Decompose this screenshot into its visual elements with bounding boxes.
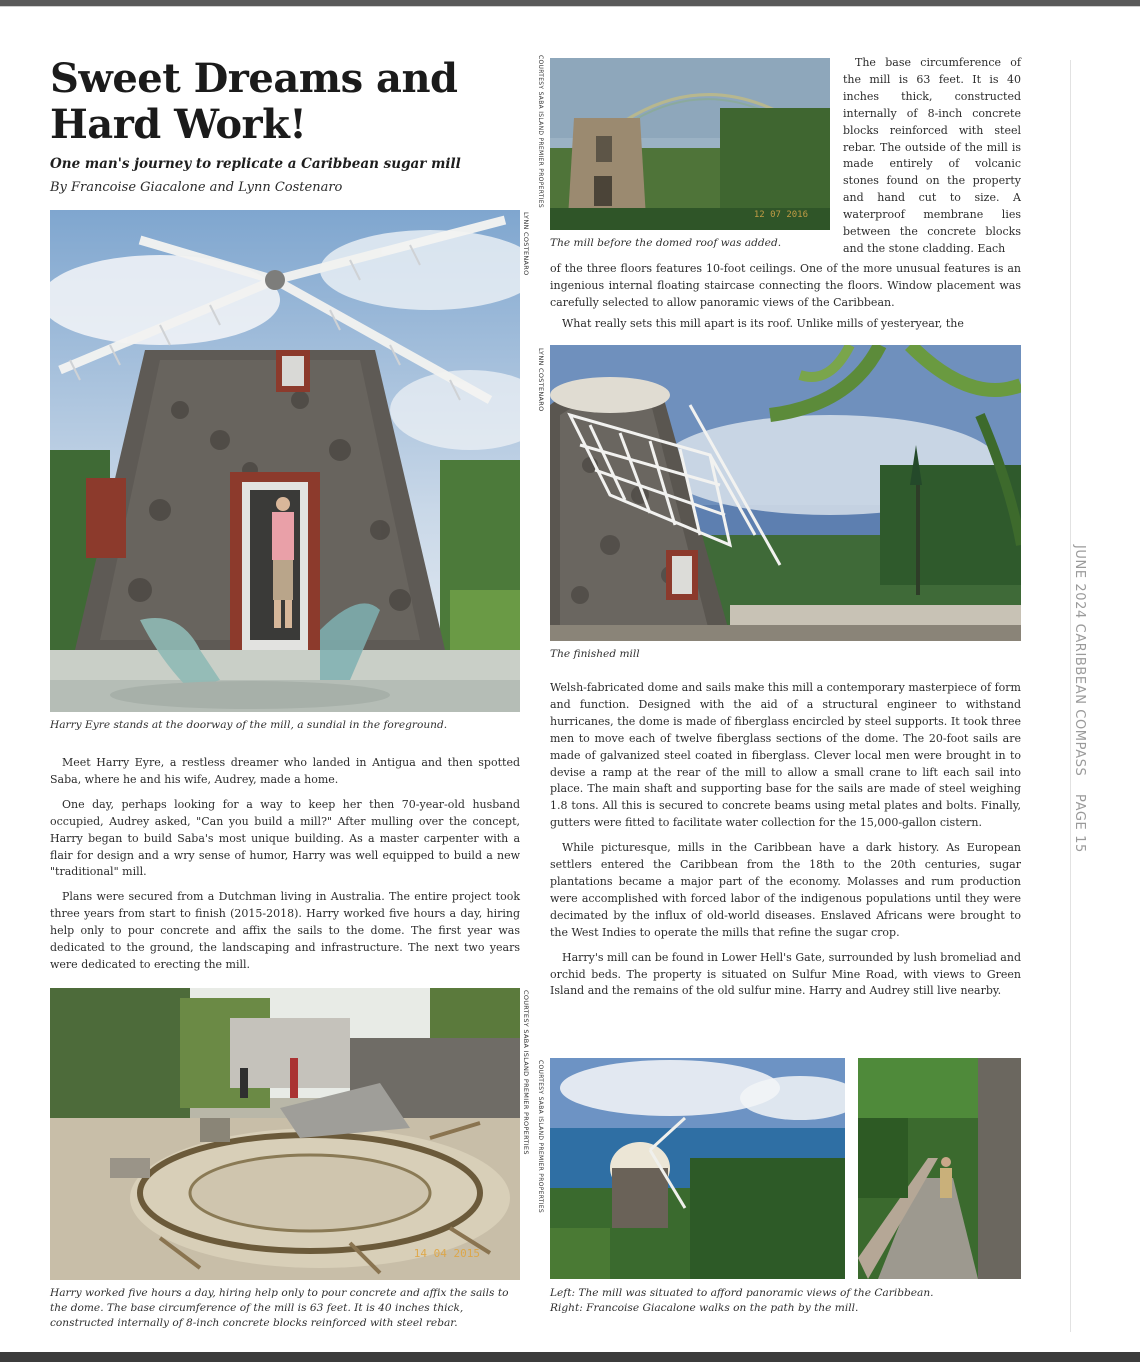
article-byline: By Francoise Giacalone and Lynn Costenaro [50, 180, 343, 195]
title-line-1: Sweet Dreams and [50, 55, 458, 102]
column-1-text [50, 755, 520, 982]
photo-finished-mill [550, 345, 1021, 641]
paragraph-dark-history: While picturesque, mills in the Caribbean have a dark history. As European settlers entered the Caribbean from the 18th to the 20th centuries, sugar plantations became a major part of the economy. Molasses and rum production were accomplished with forced labor of the indigenous populations until they were decimated by the influx of old-world diseases. Enslaved Africans were brought to the West Indies to operate the mills that refine the sugar crop. [550, 841, 1021, 939]
credit-views-photos: COURTESY SABA ISLAND PREMIER PROPERTIES [537, 1060, 544, 1213]
paragraph-floors: of the three floors features 10-foot ceilings. One of the more unusual features is an ingenious internal floating staircase connecting the floors. Window placement was carefully selected to allow panoramic views of the Caribbean. [550, 262, 1021, 309]
paragraph-roof-intro: What really sets this mill apart is its roof. Unlike mills of yesteryear, the [562, 316, 964, 330]
windmill-doorway-illustration [50, 210, 520, 712]
folio-issue: JUNE 2024 CARIBBEAN COMPASS [1072, 545, 1087, 777]
column-2-text-wide [550, 261, 1021, 333]
mill-before-dome-illustration [550, 58, 830, 230]
caption-before-dome-photo: The mill before the domed roof was added. [550, 237, 782, 249]
credit-finished-mill-photo: LYNN COSTENARO [537, 348, 545, 412]
title-line-2: Hard Work! [50, 101, 307, 148]
paragraph-audrey-asked: One day, perhaps looking for a way to keep her then 70-year-old husband occupied, Audrey asked, "Can you build a mill?" After mulling over the concept, Harry began to build Saba's most unique building. As a master carpenter with a flair for design and a wry sense of humor, Harry was well equipped to build a new "traditional" mill. [50, 797, 520, 879]
page-folio [1072, 545, 1087, 853]
finished-mill-illustration [550, 345, 1021, 641]
page-edge-line [1070, 60, 1071, 1332]
paragraph-meet-harry: Meet Harry Eyre, a restless dreamer who landed in Antigua and then spotted Saba, where he and his wife, Audrey, made a home. [50, 756, 520, 786]
panoramic-view-illustration [550, 1058, 845, 1279]
credit-construction-photo: COURTESY SABA ISLAND PREMIER PROPERTIES [522, 990, 530, 1155]
article-subtitle: One man's journey to replicate a Caribbean sugar mill [50, 156, 461, 172]
photo-windmill-doorway [50, 210, 520, 712]
photo-mill-before-dome [550, 58, 830, 230]
construction-illustration [50, 988, 520, 1280]
paragraph-plans: Plans were secured from a Dutchman living in Australia. The entire project took three years from start to finish (2015-2018). Harry worked five hours a day, hiring help only to pour concrete and affix the sails to the dome. The first year was dedicated to the ground, the landscaping and infrastructure. The next two years were dedicated to erecting the mill. [50, 890, 520, 971]
photo-construction [50, 988, 520, 1280]
paragraph-location: Harry's mill can be found in Lower Hell's Gate, surrounded by lush bromeliad and orchid beds. The property is situated on Sulfur Mine Road, with views to Green Island and the remains of the old sulfur mine. Harry and Audrey still live nearby. [550, 950, 1021, 998]
photo-mill-panoramic-view [550, 1058, 845, 1279]
caption-views-right: Right: Francoise Giacalone walks on the path by the mill. [550, 1302, 859, 1314]
caption-views-left: Left: The mill was situated to afford panoramic views of the Caribbean. [550, 1287, 934, 1299]
viewer-bottom-bar [0, 1352, 1140, 1362]
path-by-mill-illustration [858, 1058, 1021, 1279]
caption-main-photo: Harry Eyre stands at the doorway of the mill, a sundial in the foreground. [50, 719, 448, 731]
viewer-top-divider [0, 6, 1140, 7]
caption-views-photos [550, 1286, 1021, 1316]
column-2-text-lower [550, 680, 1021, 1008]
paragraph-dome: Welsh-fabricated dome and sails make this mill a contemporary masterpiece of form and function. Designed with the aid of a structural engineer to withstand hurricanes, the dome is made of fiberglass encircled by steel supports. It took three men to move each of twelve fiberglass sections of the dome. The 20-foot sails are made of galvanized steel coated in fiberglass. Clever local men were brought in to devise a ramp at the rear of the mill to allow a small crane to lift each sail into place. The main shaft and supporting base for the sails are made of steel weighing 1.8 tons. All this is secured to concrete beams using metal plates and bolts. Finally, gutters were fitted to facilitate water collection for the 15,000-gallon cistern. [550, 681, 1021, 830]
column-2-text-narrow [843, 55, 1021, 258]
photo-path-by-mill [858, 1058, 1021, 1279]
paragraph-base-circumference: The base circumference of the mill is 63 feet. It is 40 inches thick, constructed internally of 8-inch concrete blocks reinforced with steel rebar. The outside of the mill is made entirely of volcanic stones found on the property and hand cut to size. A waterproof membrane lies between the concrete blocks and the stone cladding. Each [843, 56, 1021, 255]
folio-page-number: PAGE 15 [1072, 794, 1087, 854]
caption-construction-photo: Harry worked five hours a day, hiring help only to pour concrete and affix the sails to the dome. The base circumference of the mill is 63 feet. It is 40 inches thick, constructed internally of 8-inch concrete blocks reinforced with steel rebar. [50, 1287, 509, 1329]
article-title [50, 56, 510, 148]
credit-main-photo: LYNN COSTENARO [522, 212, 530, 276]
credit-before-dome-photo: COURTESY SABA ISLAND PREMIER PROPERTIES [537, 55, 544, 208]
construction-date-stamp: 14 04 2015 [413, 1247, 480, 1260]
caption-finished-mill-photo: The finished mill [550, 648, 640, 660]
before-dome-date-stamp: 12 07 2016 [753, 210, 808, 220]
